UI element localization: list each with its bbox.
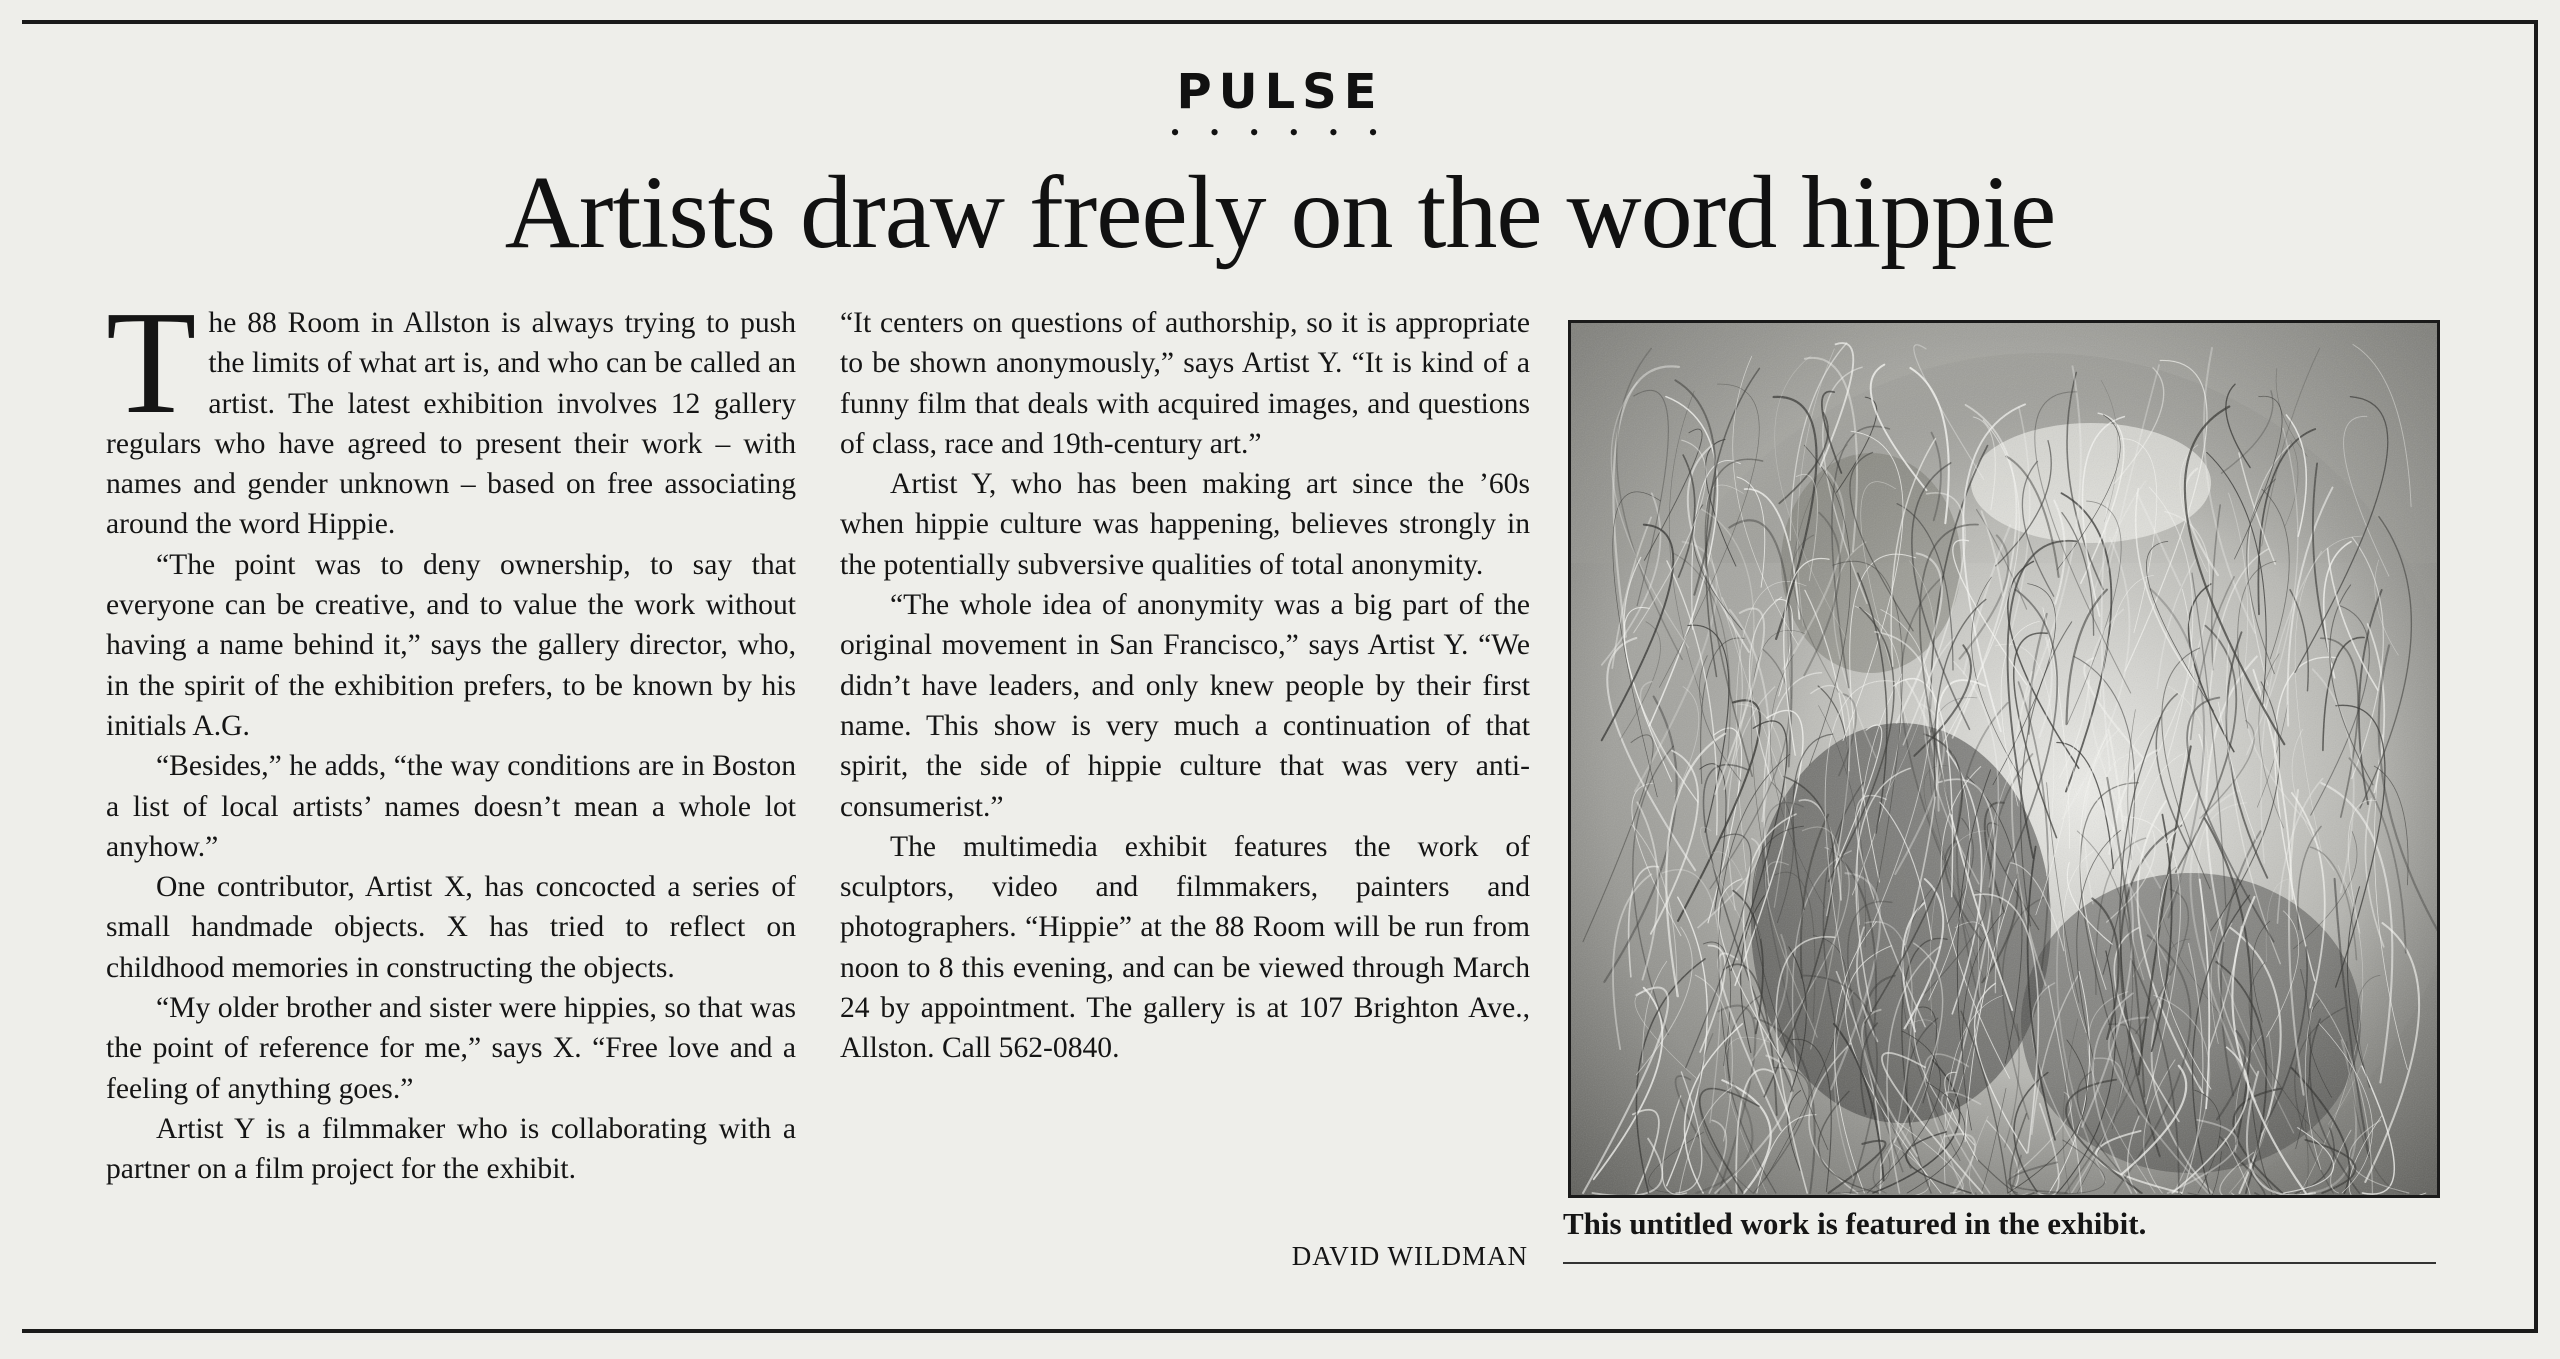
artwork-photo (1568, 320, 2440, 1198)
paragraph: One contributor, Artist X, has concocted a series of small handmade objects. X has tried to reflect on childhood memories in constructing the objects. (106, 871, 796, 984)
article-column-1 (106, 303, 796, 1288)
paragraph: “The point was to deny ownership, to say that everyone can be creative, and to value the work without having a name behind it,” says the gallery director, who, in the spirit of the exhibition prefers, to be known by his initials A.G. (106, 548, 796, 742)
paragraph: “Besides,” he adds, “the way conditions are in Boston a list of local artists’ names doesn’t mean a whole lot anyhow.” (106, 750, 796, 863)
bottom-rule (22, 1329, 2538, 1333)
paragraph: “It centers on questions of authorship, so it is appropriate to be shown anonymously,” says Artist Y. “It is kind of a funny film that deals with acquired images, and questions of class, race and 19th-century art.” (840, 307, 1530, 460)
paragraph-text: he 88 Room in Allston is always trying to push the limits of what art is, and who can be called an artist. The latest exhibition involves 12 gallery regulars who have agreed to present their work – with names and gender unknown – based on free associating around the word Hippie. (106, 307, 796, 541)
lead-paragraph (106, 303, 796, 545)
section-kicker: PULSE (1176, 64, 1384, 120)
top-rule (22, 20, 2538, 24)
paragraph: The multimedia exhibit features the work of sculptors, video and filmmakers, painters and photographers. “Hippie” at the 88 Room will be run from noon to 8 this evening, and can be viewed through March 24 by appointment. The gallery is at 107 Brighton Ave., Allston. Call 562-0840. (840, 830, 1530, 1065)
paragraph: “The whole idea of anonymity was a big part of the original movement in San Francisco,” says Artist Y. “We didn’t have leaders, and only knew people by their first name. This show is very much a continuation of that spirit, the side of hippie culture that was very anti-consumerist.” (840, 589, 1530, 823)
paragraph: Artist Y, who has been making art since the ’60s when hippie culture was happening, believes strongly in the potentially subversive qualities of total anonymity. (840, 468, 1530, 581)
caption-rule (1563, 1262, 2436, 1264)
right-rule (2534, 20, 2538, 1333)
paragraph: Artist Y is a filmmaker who is collaborating with a partner on a film project for the exhibit. (106, 1112, 796, 1186)
article-column-2 (840, 303, 1530, 1288)
kicker-dots: • • • • • • (1170, 118, 1390, 147)
drop-cap: T (106, 303, 197, 445)
hair-sculpture-image (1571, 323, 2437, 1195)
byline: DAVID WILDMAN (1291, 1241, 1528, 1271)
headline: Artists draw freely on the word hippie (504, 155, 2056, 270)
photo-caption: This untitled work is featured in the exhibit. (1563, 1206, 2147, 1241)
paragraph: “My older brother and sister were hippies, so that was the point of reference for me,” says X. “Free love and a feeling of anything goes.” (106, 992, 796, 1105)
